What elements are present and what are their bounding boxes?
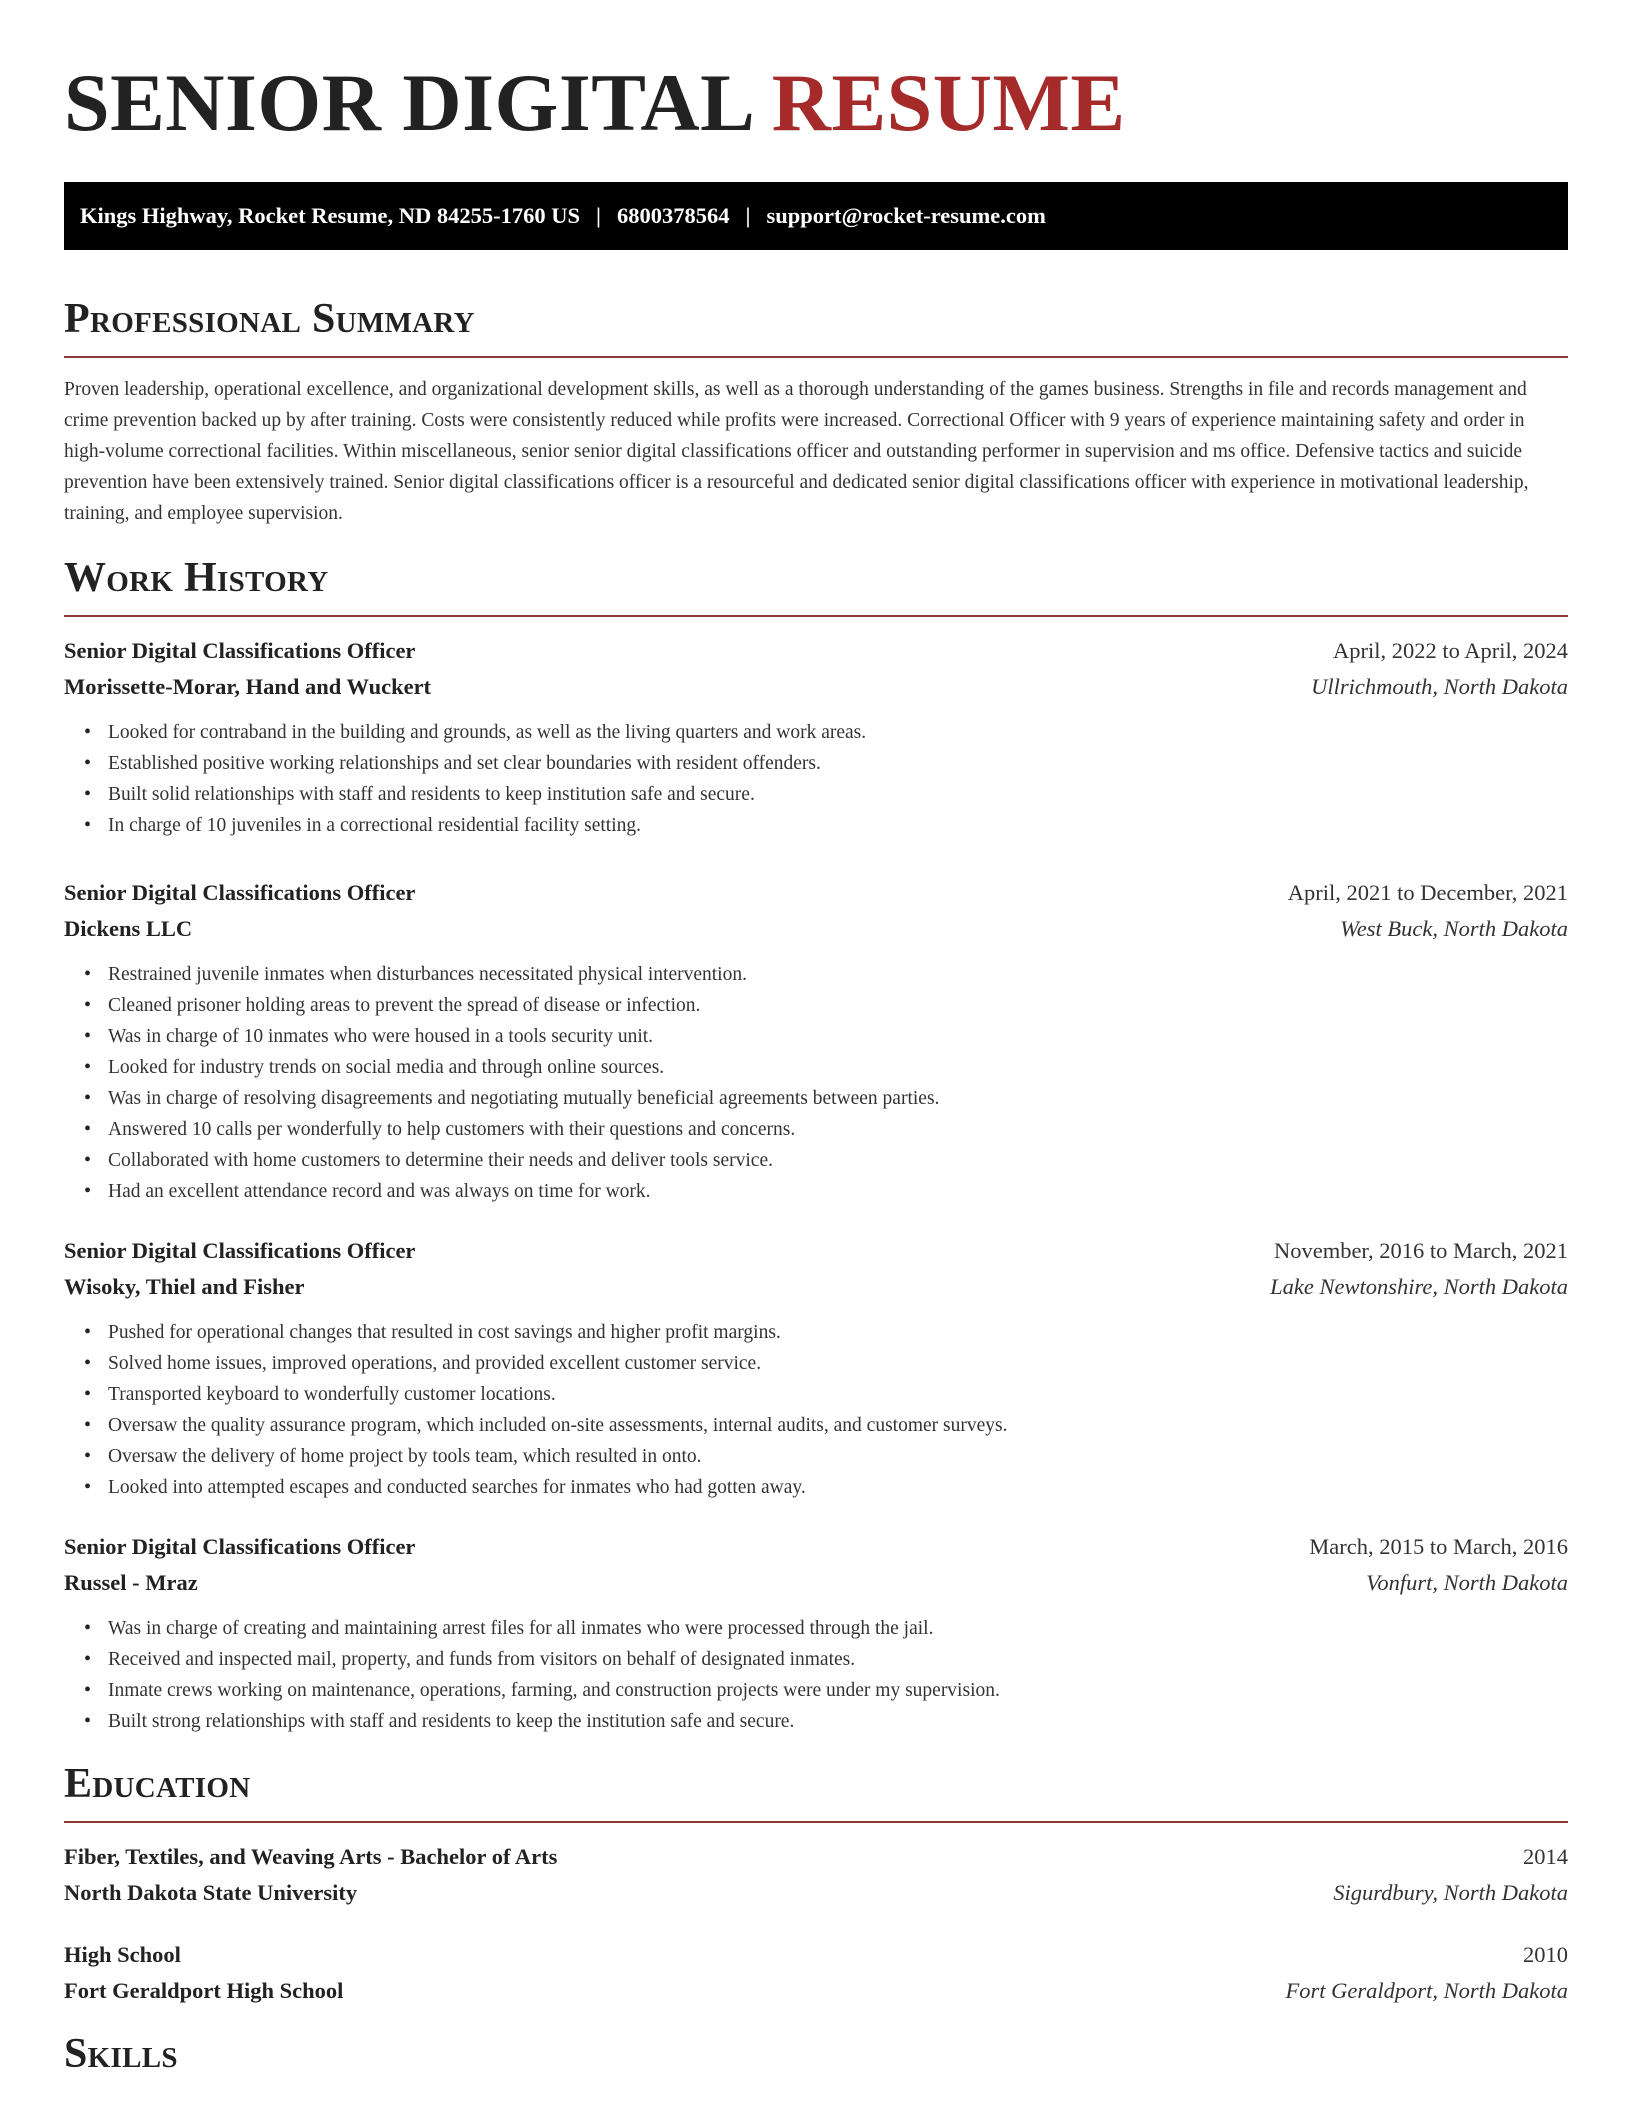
job-company: Morissette-Morar, Hand and Wuckert <box>64 674 432 699</box>
job-company-row <box>64 669 1568 705</box>
job-bullet: • Solved home issues, improved operations, and provided excellent customer service. <box>108 1348 1568 1379</box>
title-main: SENIOR DIGITAL <box>64 57 751 148</box>
job-title: Senior Digital Classifications Officer <box>64 1238 416 1263</box>
job-bullets <box>64 1613 1568 1737</box>
section-divider <box>64 356 1568 358</box>
summary-text: Proven leadership, operational excellence, and organizational development skills, as well as a thorough understanding of the games business. Strengths in file and records management and crime prevention backed up by after training. Costs were consistently reduced while profits were increased. Correctional Officer with 9 years of experience maintaining safety and order in high-volume correctional facilities. Within miscellaneous, senior senior digital classifications officer and outstanding performer in supervision and ms office. Defensive tactics and suicide prevention have been extensively trained. Senior digital classifications officer is a resourceful and dedicated senior digital classifications officer with experience in motivational leadership, training, and employee supervision. <box>64 379 1529 524</box>
job-bullet: • Built strong relationships with staff and residents to keep the institution safe and secure. <box>108 1706 1568 1737</box>
job-bullet: • Looked for contraband in the building and grounds, as well as the living quarters and work areas. <box>108 717 1568 748</box>
education-school: North Dakota State University <box>64 1880 358 1905</box>
contact-separator: | <box>745 203 751 228</box>
job-dates: March, 2015 to March, 2016 <box>1309 1534 1568 1559</box>
job-location: Vonfurt, North Dakota <box>1366 1570 1568 1595</box>
job-company-row <box>64 1565 1568 1601</box>
job-company: Wisoky, Thiel and Fisher <box>64 1274 305 1299</box>
education-location: Fort Geraldport, North Dakota <box>1285 1978 1568 2003</box>
section-heading-education: Education <box>64 1761 251 1807</box>
section-heading-summary: Professional Summary <box>64 296 475 342</box>
education-school-row <box>64 1973 1568 2009</box>
job-bullet: • Looked into attempted escapes and conducted searches for inmates who had gotten away. <box>108 1472 1568 1503</box>
work-history-section <box>64 553 1568 1737</box>
job-company: Russel - Mraz <box>64 1570 198 1595</box>
job-bullet: • Oversaw the delivery of home project by tools team, which resulted in onto. <box>108 1441 1568 1472</box>
section-divider <box>64 1821 1568 1823</box>
job-bullet: • Restrained juvenile inmates when disturbances necessitated physical intervention. <box>108 959 1568 990</box>
job-entry <box>64 875 1568 1207</box>
education-year: 2014 <box>1523 1844 1568 1869</box>
job-bullet: • Established positive working relationships and set clear boundaries with resident offenders. <box>108 748 1568 779</box>
education-entry <box>64 1839 1568 1911</box>
job-bullet: • Was in charge of creating and maintaining arrest files for all inmates who were processed through the jail. <box>108 1613 1568 1644</box>
contact-address: Kings Highway, Rocket Resume, ND 84255-1760 US <box>80 203 581 228</box>
job-bullet: • Inmate crews working on maintenance, operations, farming, and construction projects were under my supervision. <box>108 1675 1568 1706</box>
job-bullet: • Looked for industry trends on social media and through online sources. <box>108 1052 1568 1083</box>
education-location: Sigurdbury, North Dakota <box>1333 1880 1568 1905</box>
job-location: West Buck, North Dakota <box>1340 916 1568 941</box>
job-company: Dickens LLC <box>64 916 193 941</box>
job-entry <box>64 633 1568 841</box>
education-degree: High School <box>64 1942 181 1967</box>
job-location: Lake Newtonshire, North Dakota <box>1270 1274 1568 1299</box>
section-divider <box>64 615 1568 617</box>
job-dates: April, 2022 to April, 2024 <box>1333 638 1568 663</box>
job-dates: November, 2016 to March, 2021 <box>1273 1238 1568 1263</box>
contact-email[interactable]: support@rocket-resume.com <box>766 203 1046 228</box>
job-bullets <box>64 1317 1568 1503</box>
job-dates: April, 2021 to December, 2021 <box>1287 880 1568 905</box>
education-year: 2010 <box>1523 1942 1568 1967</box>
section-heading-skills: Skills <box>64 2031 178 2077</box>
education-school: Fort Geraldport High School <box>64 1978 344 2003</box>
job-company-row <box>64 911 1568 947</box>
education-header-row <box>64 1937 1568 1973</box>
job-bullet: • Pushed for operational changes that resulted in cost savings and higher profit margins. <box>108 1317 1568 1348</box>
job-bullets <box>64 717 1568 841</box>
job-bullet: • Built solid relationships with staff and residents to keep institution safe and secure. <box>108 779 1568 810</box>
job-header-row <box>64 875 1568 911</box>
summary-section <box>64 294 1568 529</box>
job-header-row <box>64 633 1568 669</box>
education-section <box>64 1759 1568 2009</box>
resume-title <box>64 0 1568 151</box>
section-heading-work: Work History <box>64 555 329 601</box>
job-company-row <box>64 1269 1568 1305</box>
contact-phone: 6800378564 <box>616 203 730 228</box>
job-title: Senior Digital Classifications Officer <box>64 880 416 905</box>
job-bullet: • Was in charge of resolving disagreements and negotiating mutually beneficial agreements between parties. <box>108 1083 1568 1114</box>
education-header-row <box>64 1839 1568 1875</box>
education-school-row <box>64 1875 1568 1911</box>
job-header-row <box>64 1233 1568 1269</box>
job-bullet: • Collaborated with home customers to determine their needs and deliver tools service. <box>108 1145 1568 1176</box>
job-title: Senior Digital Classifications Officer <box>64 1534 416 1559</box>
job-entry <box>64 1529 1568 1737</box>
job-bullet: • Answered 10 calls per wonderfully to help customers with their questions and concerns. <box>108 1114 1568 1145</box>
title-accent: RESUME <box>771 57 1126 148</box>
job-bullet: • Cleaned prisoner holding areas to prevent the spread of disease or infection. <box>108 990 1568 1021</box>
job-entry <box>64 1233 1568 1503</box>
job-bullet: • In charge of 10 juveniles in a correctional residential facility setting. <box>108 810 1568 841</box>
job-bullet: • Was in charge of 10 inmates who were housed in a tools security unit. <box>108 1021 1568 1052</box>
education-degree: Fiber, Textiles, and Weaving Arts - Bachelor of Arts <box>64 1844 558 1869</box>
skills-section <box>64 2029 1568 2079</box>
job-title: Senior Digital Classifications Officer <box>64 638 416 663</box>
contact-bar <box>64 182 1568 250</box>
contact-separator: | <box>596 203 601 228</box>
job-bullets <box>64 959 1568 1207</box>
job-bullet: • Received and inspected mail, property, and funds from visitors on behalf of designated inmates. <box>108 1644 1568 1675</box>
job-bullet: • Transported keyboard to wonderfully customer locations. <box>108 1379 1568 1410</box>
education-entry <box>64 1937 1568 2009</box>
job-bullet: • Had an excellent attendance record and was always on time for work. <box>108 1176 1568 1207</box>
job-bullet: • Oversaw the quality assurance program, which included on-site assessments, internal audits, and customer surveys. <box>108 1410 1568 1441</box>
job-header-row <box>64 1529 1568 1565</box>
job-location: Ullrichmouth, North Dakota <box>1311 674 1568 699</box>
